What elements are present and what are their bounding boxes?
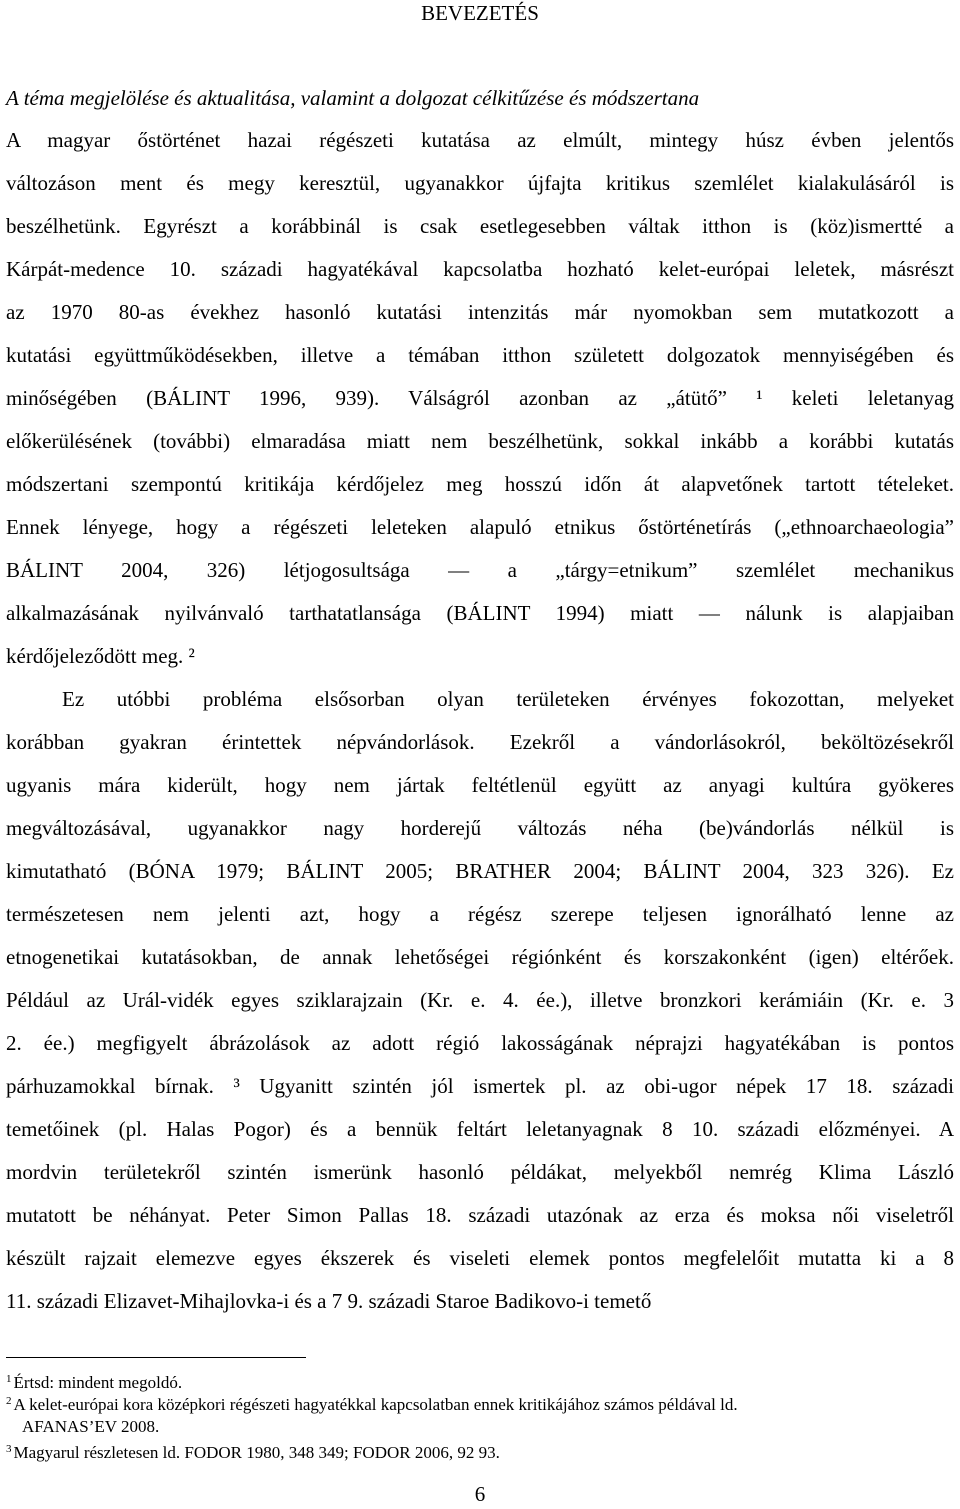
- body-line: minőségében (BÁLINT 1996, 939). Válságról azonban az „átütő” ¹ keleti leletanyag: [6, 386, 954, 410]
- section-heading: BEVEZETÉS: [421, 1, 539, 25]
- section-subheading: A téma megjelölése és aktualitása, valamint a dolgozat célkitűzése és módszertana: [6, 86, 700, 110]
- body-line: Kárpát-medence 10. századi hagyatékával kapcsolatba hozható kelet-európai leletek, másrészt: [6, 257, 954, 281]
- body-line: BÁLINT 2004, 326) létjogosultsága — a „tárgy=etnikum” szemlélet mechanikus: [6, 558, 954, 582]
- body-line: változáson ment és megy keresztül, ugyanakkor újfajta kritikus szemlélet kialakulásáról is: [6, 171, 954, 195]
- body-line: etnogenetikai kutatásokban, de annak lehetőségei régiónként és korszakonként (igen) eltérőek.: [6, 945, 954, 969]
- body-line: kutatási együttműködésekben, illetve a témában itthon született dolgozatok mennyiségében és: [6, 343, 954, 367]
- body-line: 2. ée.) megfigyelt ábrázolások az adott régió lakosságának néprajzi hagyatékában is pontos: [6, 1031, 954, 1055]
- body-line: beszélhetünk. Egyrészt a korábbinál is csak esetlegesebben váltak itthon is (köz)ismertté a: [6, 214, 954, 238]
- body-line: az 1970 80-as évekhez hasonló kutatási intenzitás már nyomokban sem mutatkozott a: [6, 300, 954, 324]
- footnote-number: 1: [6, 1373, 12, 1385]
- footnote-text: AFANAS’EV 2008.: [22, 1417, 160, 1436]
- footnote: [6, 1372, 954, 1394]
- body-line: természetesen nem jelenti azt, hogy a régész szerepe teljesen ignorálható lenne az: [6, 902, 954, 926]
- body-line: temetőinek (pl. Halas Pogor) és a bennük feltárt leletanyagnak 8 10. századi előzményei. A: [6, 1117, 954, 1141]
- footnote: [6, 1394, 954, 1416]
- body-line: megváltozásával, ugyanakkor nagy horderejű változás néha (be)vándorlás nélkül is: [6, 816, 954, 840]
- body-line: módszertani szempontú kritikája kérdőjelez meg hosszú időn át alapvetőnek tartott tételeket.: [6, 472, 954, 496]
- body-line: készült rajzait elemezve egyes ékszerek és viseleti elemek pontos megfelelőit mutatta ki a 8: [6, 1246, 954, 1270]
- page-number: 6: [474, 1482, 486, 1506]
- footnote-text: A kelet-európai kora középkori régészeti hagyatékkal kapcsolatban ennek kritikájához számos példával ld.: [13, 1395, 738, 1414]
- footnote: [22, 1416, 960, 1438]
- body-line: alkalmazásának nyilvánvaló tarthatatlansága (BÁLINT 1994) miatt — nálunk is alapjaiban: [6, 601, 954, 625]
- body-line: Például az Urál-vidék egyes sziklarajzain (Kr. e. 4. ée.), illetve bronzkori kerámiáin (Kr. e. 3: [6, 988, 954, 1012]
- body-line: mutatott be néhányat. Peter Simon Pallas 18. századi utazónak az erza és moksa női viseletről: [6, 1203, 954, 1227]
- footnote-number: 2: [6, 1395, 12, 1407]
- body-line: A magyar őstörténet hazai régészeti kutatása az elmúlt, mintegy húsz évben jelentős: [6, 128, 954, 152]
- body-line: mordvin területekről szintén ismerünk hasonló példákat, melyekből nemrég Klima László: [6, 1160, 954, 1184]
- body-line: párhuzamokkal bírnak. ³ Ugyanitt szintén jól ismertek pl. az obi-ugor népek 17 18. századi: [6, 1074, 954, 1098]
- body-line: kérdőjeleződött meg. ²: [6, 644, 195, 668]
- footnote-text: Magyarul részletesen ld. FODOR 1980, 348 349; FODOR 2006, 92 93.: [13, 1443, 500, 1462]
- body-line: ugyanis mára kiderült, hogy nem jártak feltétlenül együtt az anyagi kultúra gyökeres: [6, 773, 954, 797]
- footnote-separator: [6, 1357, 306, 1358]
- footnote: [6, 1442, 954, 1464]
- footnote-number: 3: [6, 1443, 12, 1455]
- body-line: előkerülésének (további) elmaradása miatt nem beszélhetünk, sokkal inkább a korábbi kutatás: [6, 429, 954, 453]
- body-line: kimutatható (BÓNA 1979; BÁLINT 2005; BRATHER 2004; BÁLINT 2004, 323 326). Ez: [6, 859, 954, 883]
- body-line: Ennek lényege, hogy a régészeti leleteken alapuló etnikus őstörténetírás („ethnoarchaeologia”: [6, 515, 954, 539]
- body-line: Ez utóbbi probléma elsősorban olyan területeken érvényes fokozottan, melyeket: [62, 687, 954, 711]
- body-line: 11. századi Elizavet-Mihajlovka-i és a 7 9. századi Staroe Badikovo-i temető: [6, 1289, 652, 1313]
- body-line: korábban gyakran érintettek népvándorlások. Ezekről a vándorlásokról, beköltözésekről: [6, 730, 954, 754]
- footnote-text: Értsd: mindent megoldó.: [13, 1373, 183, 1392]
